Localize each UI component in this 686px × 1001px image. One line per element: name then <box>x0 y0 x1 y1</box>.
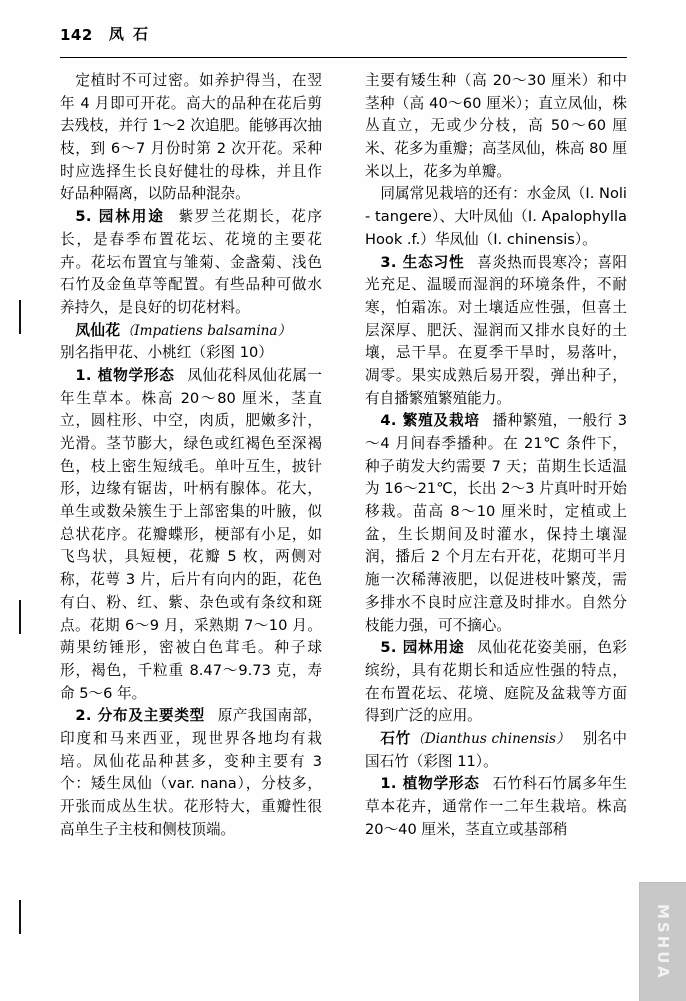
paragraph-botany: 1. 植物学形态 凤仙花科凤仙花属一年生草本。株高 20～80 厘米，茎直立，圆柱形、中空，肉质，肥嫩多汁，光滑。茎节膨大，绿色或红褐色至深褐色，枝上密生短绒毛。单叶互生，披针形，边缘有锯齿，叶柄有腺体。花大，单生或数朵簇生于上部密集的叶腋，似总状花序。花瓣蝶形，梗部有小足，如飞鸟状，具短梗，花瓣 5 枚，两侧对称，花萼 3 片，后片有向内的距，花色有白、粉、红、紫、杂色或有条纹和斑点。花期 6～9 月，采熟期 7～10 月。蒴果纺锤形，密被白色茸毛。种子球形，褐色，千粒重 8.47～9.73 克，寿命 5～6 年。 <box>60 366 322 702</box>
paragraph-label: 1. 植物学形态 <box>380 775 480 793</box>
paragraph-label: 3. 生态习性 <box>380 253 465 271</box>
paragraph-ecology: 3. 生态习性 喜炎热而畏寒冷；喜阳光充足、温暖而湿润的环境条件，不耐寒，怕霜冻。对土壤适应性强，但喜土层深厚、肥沃、湿润而又排水良好的土壤，忌干旱。在夏季干旱时，易落叶，凋零。果实成熟后易开裂，弹出种子，有自播繁殖繁殖能力。 <box>365 253 627 407</box>
paragraph-distribution: 2. 分布及主要类型 原产我国南部，印度和马来西亚，现世界各地均有栽培。凤仙花品种甚多，变种主要有 3 个：矮生凤仙（var. nana），分枝多，开张而成丛生状。花形特大，重瓣性很高单生子主枝和侧枝顶端。 <box>60 707 322 838</box>
paragraph-label: 4. 繁殖及栽培 <box>380 412 480 430</box>
paragraph-label: 1. 植物学形态 <box>75 366 175 384</box>
species-name-cn: 凤仙花 <box>75 321 121 339</box>
paragraph-propagation: 4. 繁殖及栽培 播种繁殖，一般行 3～4 月间春季播种。在 21℃ 条件下，种子萌发大约需要 7 天；苗期生长适温为 16～21℃，长出 2～3 片真叶时开始移栽。苗高 8～10 厘米时，定植或上盆，生长期间及时灌水，保持土壤湿润，播后 2 个月左右开花，花期可半月施一次稀薄液肥，以促进枝叶繁茂，需多排水不良时应注意及时排水。自然分枝能力强，可不摘心。 <box>365 412 627 634</box>
crop-mark-mid <box>19 600 21 634</box>
species-name-cn: 石竹 <box>380 729 411 747</box>
heading-impatiens <box>60 320 322 343</box>
book-section-title: 凤 石 <box>108 25 151 43</box>
paragraph-botany-2: 1. 植物学形态 石竹科石竹属多年生草本花卉，通常作一二年生栽培。株高 20～40 厘米，茎直立或基部稍 <box>365 775 627 838</box>
paragraph-types-continued: 主要有矮生种（高 20～30 厘米）和中茎种（高 40～60 厘米）；直立凤仙，株丛直立，无或少分枝，高 50～60 厘米、花多为重瓣；高茎凤仙，株高 80 厘米以上，花多为单瓣。 <box>365 72 627 180</box>
header-rule <box>60 57 627 58</box>
column-left <box>60 70 322 841</box>
species-alias: 别名中国石竹（彩图 11）。 <box>365 729 627 770</box>
paragraph-alias: 别名指甲花、小桃红（彩图 10） <box>60 344 273 362</box>
paragraph-same-genus: 同属常见栽培的还有：水金凤（I. Noli - tangere）、大叶凤仙（I. Apalophylla Hook .f.）华凤仙（I. chinensis）。 <box>365 185 627 248</box>
side-watermark-text: MSHUA <box>654 903 672 981</box>
paragraph-garden-use: 5. 园林用途 紫罗兰花期长，花序长，是春季布置花坛、花境的主要花卉。花坛布置宜与雏菊、金盏菊、浅色石竹及金鱼草等配置。有些品种可做水养持久，是良好的切花材料。 <box>60 208 322 316</box>
heading-dianthus <box>365 728 627 773</box>
crop-mark-bottom <box>19 900 21 934</box>
column-right <box>365 70 627 841</box>
species-name-latin: （Dianthus chinensis） <box>411 730 571 747</box>
paragraph-label: 2. 分布及主要类型 <box>75 707 206 725</box>
paragraph-garden-use-2: 5. 园林用途 凤仙花花姿美丽，色彩缤纷，具有花期长和适应性强的特点，在布置花坛、花境、庭院及盆栽等方面得到广泛的应用。 <box>365 639 627 725</box>
running-head <box>60 22 626 44</box>
paragraph-planting: 定植时不可过密。如养护得当，在翌年 4 月即可开花。高大的品种在花后剪去残枝，并行 1～2 次追肥。能够再次抽枝，到 6～7 月份时第 2 次开花。采种时应选择生长良好健壮的母株，并且作好品种隔离，以防品种混杂。 <box>60 72 322 203</box>
crop-mark-top <box>19 300 21 334</box>
page-number: 142 <box>60 26 93 44</box>
paragraph-label: 5. 园林用途 <box>75 208 165 226</box>
paragraph-label: 5. 园林用途 <box>380 639 465 657</box>
side-watermark <box>639 882 686 1001</box>
species-name-latin: （Impatiens balsamina） <box>120 322 292 339</box>
